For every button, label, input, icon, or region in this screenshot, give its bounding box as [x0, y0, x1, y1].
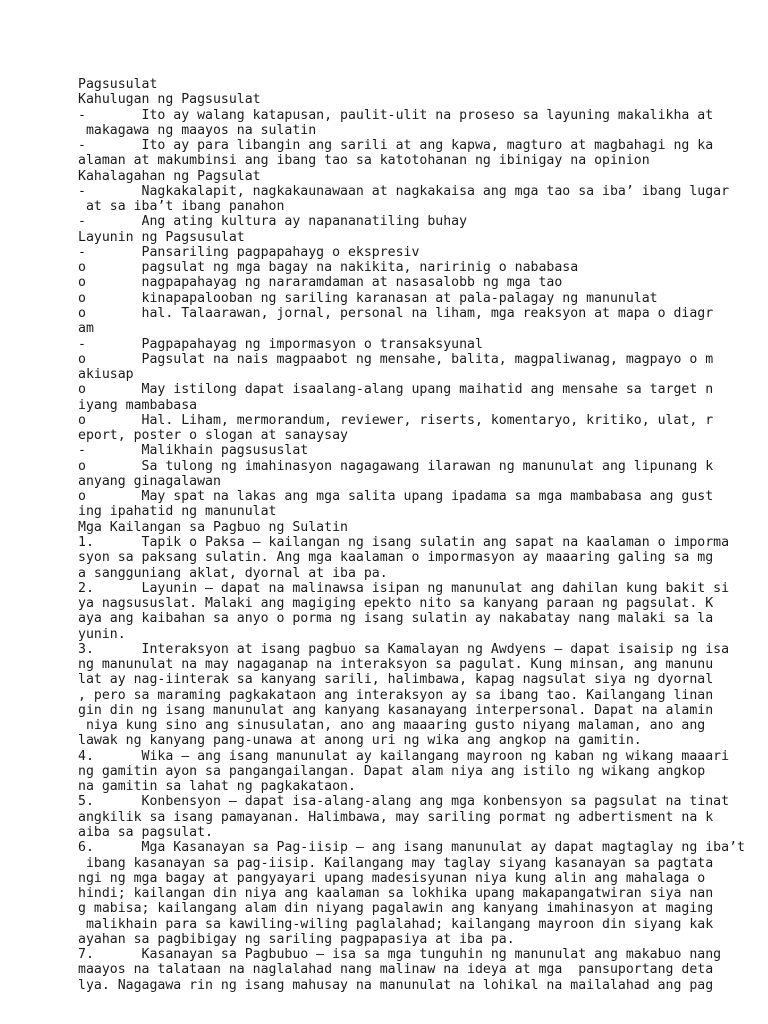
text-line: o Sa tulong ng imahinasyon nagagawang ilarawan ng manunulat ang lipunang k [78, 458, 714, 474]
text-line: syon sa paksang sulatin. Ang mga kaalaman o impormasyon ay maaaring galing sa mg [78, 550, 714, 566]
text-line: o hal. Talaarawan, jornal, personal na liham, mga reaksyon at mapa o diagr [78, 305, 714, 321]
text-line: lawak ng kanyang pang-unawa at anong uri ng wika ang angkop na gamitin. [78, 733, 642, 749]
text-line: o nagpapahayag ng nararamdaman at nasasalobb ng mga tao [78, 275, 563, 291]
text-line: aiba sa pagsulat. [78, 825, 213, 841]
text-line: a sangguniang aklat, dyornal at iba pa. [78, 565, 388, 581]
text-line: 1. Tapik o Paksa – kailangan ng isang sulatin ang sapat na kaalaman o imporma [78, 534, 730, 550]
text-line: - Pansariling pagpapahayg o ekspresiv [78, 244, 420, 260]
text-line: 7. Kasanayan sa Pagbubuo – isa sa mga tunguhin ng manunulat ang makabuo nang [78, 947, 722, 963]
text-line: malikhain para sa kawiling-wiling paglalahad; kailangang mayroon din siyang kak [78, 916, 714, 932]
text-line: 2. Layunin – dapat na malinawsa isipan ng manunulat ang dahilan kung bakit si [78, 580, 730, 596]
text-line: aya ang kaibahan sa anyo o porma ng isang sulatin ay nakabatay nang malaki sa la [78, 611, 714, 627]
text-line: Pagsusulat [78, 77, 158, 92]
text-line: ng manunulat na may nagaganap na interaksyon sa pagulat. Kung minsan, ang manunu [78, 657, 714, 673]
text-line: gin din ng isang manunulat ang kanyang kasanayang interpersonal. Dapat na alamin [78, 702, 714, 718]
text-line: 5. Konbensyon – dapat isa-alang-alang ang mga konbensyon sa pagsulat na tinat [78, 794, 730, 810]
text-line: ayahan sa pagbibigay ng sariling pagpapasiya at iba pa. [78, 931, 515, 947]
text-line: - Pagpapahayag ng impormasyon o transaksyunal [78, 336, 483, 352]
text-line: ya nagsususlat. Malaki ang magiging epekto nito sa kanyang paraan ng pagsulat. K [78, 596, 714, 612]
text-line: hindi; kailangan din niya ang kaalaman sa lokhika upang makapangatwiran siya nan [78, 886, 714, 902]
text-line: Mga Kailangan sa Pagbuo ng Sulatin [78, 519, 348, 535]
text-line: - Ito ay walang katapusan, paulit-ulit na proseso sa layuning makalikha at [78, 107, 714, 123]
text-line: 4. Wika – ang isang manunulat ay kailangang mayroon ng kaban ng wikang maaari [78, 748, 730, 764]
text-line: Kahalagahan ng Pagsulat [78, 168, 261, 184]
text-line: 3. Interaksyon at isang pagbuo sa Kamalayan ng Awdyens – dapat isaisip ng isa [78, 641, 730, 657]
text-line: o Hal. Liham, mermorandum, reviewer, riserts, komentaryo, kritiko, ulat, r [78, 412, 714, 428]
text-line: - Ang ating kultura ay napananatiling buhay [78, 214, 468, 230]
text-line: na gamitin sa lahat ng pagkakataon. [78, 779, 356, 795]
text-line: - Malikhain pagsususlat [78, 443, 309, 459]
text-line: o Pagsulat na nais magpaabot ng mensahe, balita, magpaliwanag, magpayo o m [78, 351, 714, 367]
text-line: ngi ng mga bagay at pangyayari upang madesisyunan niya kung alin ang mahalaga o [78, 870, 706, 886]
text-line: Layunin ng Pagsusulat [78, 229, 245, 245]
text-line: angkilik sa isang pamayanan. Halimbawa, may sariling pormat ng adbertisment na k [78, 809, 714, 825]
text-line: at sa iba’t ibang panahon [78, 199, 285, 215]
text-line: 6. Mga Kasanayan sa Pag-iisip – ang isang manunulat ay dapat magtaglay ng iba’t [78, 840, 745, 856]
text-line: ng gamitin ayon sa pangangailangan. Dapat alam niya ang istilo ng wikang angkop [78, 763, 706, 779]
text-line: yunin. [78, 626, 126, 642]
text-line: , pero sa maraming pagkakataon ang interaksyon ay sa ibang tao. Kailangang linan [78, 687, 714, 703]
text-line: ing ipahatid ng manunulat [78, 504, 277, 520]
text-line: lat ay nag-iinterak sa kanyang sarili, halimbawa, kapag nagsulat siya ng dyornal [78, 672, 714, 688]
text-line: g mabisa; kailangang alam din niyang pagalawin ang kanyang imahinasyon at maging [78, 901, 714, 917]
text-line: eport, poster o slogan at sanaysay [78, 428, 348, 444]
text-line: o May spat na lakas ang mga salita upang ipadama sa mga mambabasa ang gust [78, 489, 714, 505]
text-line: alaman at makumbinsi ang ibang tao sa katotohanan ng ibinigay na opinion [78, 153, 650, 169]
text-line: o May istilong dapat isaalang-alang upang maihatid ang mensahe sa target n [78, 382, 714, 398]
text-line: niya kung sino ang sinusulatan, ano ang maaaring gusto niyang malaman, ano ang [78, 718, 706, 734]
text-line: o pagsulat ng mga bagay na nakikita, naririnig o nababasa [78, 260, 579, 276]
text-line: - Nagkakalapit, nagkakaunawaan at nagkakaisa ang mga tao sa iba’ ibang lugar [78, 183, 730, 199]
text-line: lya. Nagagawa rin ng isang mahusay na manunulat na lohikal na mailalahad ang pag [78, 977, 714, 993]
text-line: am [78, 321, 94, 337]
text-line: makagawa ng maayos na sulatin [78, 122, 317, 138]
text-line: maayos na talataan na naglalahad nang malinaw na ideya at mga pansuportang deta [78, 962, 714, 978]
text-line: iyang mambabasa [78, 397, 198, 413]
text-line: akiusap [78, 367, 134, 383]
text-line: anyang ginagalawan [78, 473, 221, 489]
text-line: ibang kasanayan sa pag-iisip. Kailangang may taglay siyang kasanayan sa pagtata [78, 855, 714, 871]
text-line: Kahulugan ng Pagsusulat [78, 92, 261, 108]
text-line: - Ito ay para libangin ang sarili at ang kapwa, magturo at magbahagi ng ka [78, 138, 714, 154]
document-body [78, 77, 758, 993]
text-line: o kinapapalooban ng sariling karanasan at pala-palagay ng manunulat [78, 290, 658, 306]
